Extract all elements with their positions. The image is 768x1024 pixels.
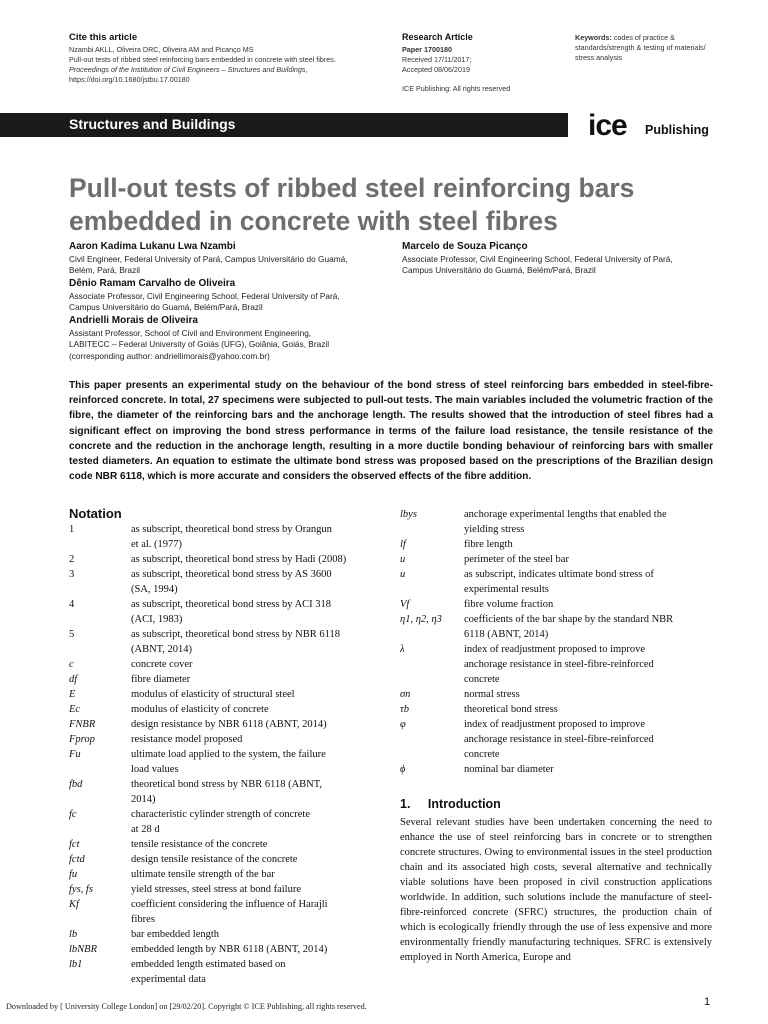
ice-logo: ice	[588, 109, 627, 142]
notation-definition: tensile resistance of the concrete	[131, 839, 268, 850]
cite-authors: Nzambi AKLL, Oliveira DRC, Oliveira AM and Picanço MS	[69, 45, 254, 54]
journal-name: Structures and Buildings	[69, 116, 236, 132]
section-number: 1.	[400, 797, 411, 811]
author-affiliation	[69, 291, 389, 314]
notation-definition: design resistance by NBR 6118 (ABNT, 2014)	[131, 719, 327, 730]
notation-definition: as subscript, theoretical bond stress by NBR 6118	[131, 629, 341, 640]
notation-symbol: lf	[400, 539, 406, 550]
notation-symbol: lb	[69, 929, 78, 940]
notation-definition: (ACI, 1983)	[131, 614, 183, 625]
notation-definition: (ABNT, 2014)	[131, 644, 193, 655]
notation-definition: resistance model proposed	[131, 734, 243, 745]
page-number: 1	[704, 996, 711, 1008]
author-affiliation	[402, 254, 722, 277]
notation-definition: theoretical bond stress	[464, 704, 558, 715]
notation-definition: yielding stress	[464, 524, 525, 535]
notation-definition: experimental results	[464, 584, 549, 595]
notation-symbol: τb	[400, 704, 410, 715]
introduction-text: Several relevant studies have been undertaken concerning the need to enhance the use of steel reinforcing bars in concrete or to strengthen concrete structures. Owing to environmental issues in the steel production chain and its associated high costs, several alternative and technically viable solutions have been proposed in civil construction applications worldwide. In addition, such solutions include the manufacture of steel-fibre-reinforced concrete (SFRC) structures, the production chain of which is ecologically friendly through the use of less expensive and more environmentally friendly manufacturing techniques. SFRC is extensively employed in North America, Europe and	[400, 817, 712, 963]
title-line: Pull-out tests of ribbed steel reinforcing bars	[69, 173, 635, 203]
rights-notice: ICE Publishing: All rights reserved	[402, 84, 511, 93]
notation-symbol: fbd	[69, 779, 83, 790]
affiliation-line: Belém, Pará, Brazil	[69, 265, 141, 276]
notation-symbol: ϕ	[400, 764, 406, 775]
article-type: Research Article	[402, 32, 473, 42]
cite-title: Pull-out tests of ribbed steel reinforcing bars embedded in concrete with steel fibres.	[69, 55, 336, 64]
notation-definition: as subscript, indicates ultimate bond stress of	[464, 569, 654, 580]
notation-heading: Notation	[69, 506, 122, 521]
author-name: Dênio Ramam Carvalho de Oliveira	[69, 278, 236, 289]
keywords-line: codes of practice &	[613, 33, 675, 42]
notation-definition: anchorage resistance in steel-fibre-reinforced	[464, 734, 654, 745]
notation-definition: 2014)	[131, 794, 156, 805]
title-line: embedded in concrete with steel fibres	[69, 206, 558, 236]
cite-doi[interactable]: https://doi.org/10.1680/jstbu.17.00180	[69, 75, 190, 84]
notation-definition: modulus of elasticity of concrete	[131, 704, 269, 715]
notation-symbol: lbys	[400, 509, 417, 520]
notation-definition: index of readjustment proposed to improve	[464, 719, 646, 730]
notation-definition: ultimate tensile strength of the bar	[131, 869, 275, 880]
notation-definition: as subscript, theoretical bond stress by Orangun	[131, 524, 332, 535]
notation-definition: embedded length estimated based on	[131, 959, 286, 970]
notation-symbol: Fu	[69, 749, 81, 760]
notation-symbol: 4	[69, 599, 75, 610]
keywords-line: stress analysis	[575, 53, 623, 62]
notation-definition: characteristic cylinder strength of concrete	[131, 809, 310, 820]
affiliation-line: Campus Universitário do Guamá, Belém/Pará, Brazil	[402, 265, 596, 276]
affiliation-line: Associate Professor, Civil Engineering School, Federal University of Pará,	[69, 291, 340, 301]
author-affiliation	[69, 254, 389, 277]
notation-list-left	[69, 522, 389, 985]
notation-definition: (SA, 1994)	[131, 584, 178, 595]
notation-symbol: Vf	[400, 599, 410, 610]
notation-definition: at 28 d	[131, 824, 160, 835]
notation-definition: index of readjustment proposed to improve	[464, 644, 646, 655]
accepted-date: Accepted 08/06/2019	[402, 65, 470, 74]
notation-symbol: fys, fs	[69, 884, 93, 895]
notation-definition: theoretical bond stress by NBR 6118 (ABNT,	[131, 779, 323, 790]
notation-definition: ultimate load applied to the system, the failure	[131, 749, 326, 760]
notation-symbol: lbNBR	[69, 944, 97, 955]
author-affiliation	[69, 328, 389, 362]
author-block-4	[402, 241, 722, 277]
author-block-2	[69, 278, 389, 314]
notation-definition: embedded length by NBR 6118 (ABNT, 2014)	[131, 944, 328, 955]
notation-symbol: u	[400, 554, 406, 565]
notation-list-right	[400, 507, 712, 777]
notation-symbol: φ	[400, 719, 406, 730]
notation-definition: nominal bar diameter	[464, 764, 554, 775]
notation-definition: et al. (1977)	[131, 539, 183, 550]
author-name: Marcelo de Souza Picanço	[402, 241, 528, 252]
notation-symbol: fc	[69, 809, 77, 820]
author-name: Aaron Kadima Lukanu Lwa Nzambi	[69, 241, 236, 252]
notation-symbol: u	[400, 569, 406, 580]
notation-definition: concrete	[464, 749, 500, 760]
notation-symbol: lb1	[69, 959, 83, 970]
notation-symbol: λ	[400, 644, 405, 655]
keywords-line: standards/strength & testing of materials/	[575, 43, 706, 52]
paper-number: Paper 1700180	[402, 45, 452, 54]
notation-symbol: FNBR	[69, 719, 96, 730]
keywords-label: Keywords:	[575, 33, 612, 42]
notation-symbol: fu	[69, 869, 78, 880]
notation-definition: anchorage resistance in steel-fibre-reinforced	[464, 659, 654, 670]
cite-heading: Cite this article	[69, 32, 138, 43]
notation-definition: coefficient considering the influence of Harajli	[131, 899, 328, 910]
cite-journal: Proceedings of the Institution of Civil Engineers – Structures and Buildings,	[69, 65, 308, 74]
notation-symbol: 3	[69, 569, 75, 580]
affiliation-line: LABITECC – Federal University of Goiás (UFG), Goiânia, Goiás, Brazil	[69, 339, 330, 350]
affiliation-line: Associate Professor, Civil Engineering School, Federal University of Pará,	[402, 254, 673, 264]
notation-definition: as subscript, theoretical bond stress by Hadi (2008)	[131, 554, 347, 565]
paper-title	[69, 172, 729, 238]
section-title: Introduction	[427, 797, 501, 811]
notation-symbol: c	[69, 659, 74, 670]
notation-symbol: fctd	[69, 854, 85, 865]
notation-definition: concrete	[464, 674, 500, 685]
notation-definition: yield stresses, steel stress at bond failure	[131, 884, 301, 895]
notation-definition: as subscript, theoretical bond stress by AS 3600	[131, 569, 332, 580]
corresponding-email[interactable]: (corresponding author: andriellimorais@yahoo.com.br)	[69, 350, 270, 361]
affiliation-line: Civil Engineer, Federal University of Pará, Campus Universitário do Guamá,	[69, 254, 348, 264]
received-date: Received 17/11/2017;	[402, 55, 472, 64]
notation-definition: 6118 (ABNT, 2014)	[464, 629, 549, 640]
notation-definition: anchorage experimental lengths that enabled the	[464, 509, 667, 520]
notation-definition: design tensile resistance of the concrete	[131, 854, 298, 865]
notation-symbol: Fprop	[69, 734, 95, 745]
notation-definition: modulus of elasticity of structural steel	[131, 689, 295, 700]
notation-definition: coefficients of the bar shape by the standard NBR	[464, 614, 674, 625]
notation-definition: normal stress	[464, 689, 520, 700]
author-name: Andrielli Morais de Oliveira	[69, 315, 198, 326]
notation-symbol: 2	[69, 554, 75, 565]
notation-symbol: η1, η2, η3	[400, 614, 442, 625]
notation-symbol: 1	[69, 524, 75, 535]
notation-definition: as subscript, theoretical bond stress by ACI 318	[131, 599, 332, 610]
notation-definition: perimeter of the steel bar	[464, 554, 569, 565]
notation-symbol: σn	[400, 689, 411, 700]
notation-definition: fibre length	[464, 539, 513, 550]
notation-symbol: E	[69, 689, 76, 700]
notation-symbol: Kf	[69, 899, 79, 910]
section-heading	[400, 797, 501, 811]
notation-definition: experimental data	[131, 974, 206, 985]
notation-definition: fibre volume fraction	[464, 599, 554, 610]
keywords	[575, 33, 745, 63]
author-block-3	[69, 315, 389, 362]
download-notice: Downloaded by [ University College London] on [29/02/20]. Copyright © ICE Publishing, all rights reserved.	[6, 1002, 367, 1011]
notation-definition: load values	[131, 764, 179, 775]
abstract: This paper presents an experimental study on the behaviour of the bond stress of steel reinforcing bars embedded in steel-fibre-reinforced concrete. In total, 27 specimens were subjected to pull-out tests. The main variables included the volumetric fraction of the fibre, the diameter of the reinforcing bars and the anchorage length. The results showed that the introduction of steel fibres had a significant effect on improving the bond stress performance in terms of the failure load resistance, the tensile resistance of the concrete and the reduction in the anchorage length, resulting in a more ductile bonding behaviour of reinforcing bars with smaller tested diameters. An equation to estimate the ultimate bond stress was proposed based on the prescriptions of the Brazilian design code NBR 6118, which is more accurate and considers the observed effects of the fibre addition.	[69, 380, 713, 483]
notation-symbol: Ec	[69, 704, 81, 715]
notation-definition: concrete cover	[131, 659, 193, 670]
notation-definition: fibre diameter	[131, 674, 191, 685]
notation-definition: fibres	[131, 914, 155, 925]
notation-symbol: 5	[69, 629, 75, 640]
notation-symbol: fct	[69, 839, 80, 850]
author-block-1	[69, 241, 389, 277]
notation-definition: bar embedded length	[131, 929, 220, 940]
publisher-name: Publishing	[645, 123, 709, 137]
notation-symbol: df	[69, 674, 78, 685]
affiliation-line: Campus Universitário do Guamá, Belém/Pará, Brazil	[69, 302, 263, 313]
affiliation-line: Assistant Professor, School of Civil and Environment Engineering,	[69, 328, 312, 338]
